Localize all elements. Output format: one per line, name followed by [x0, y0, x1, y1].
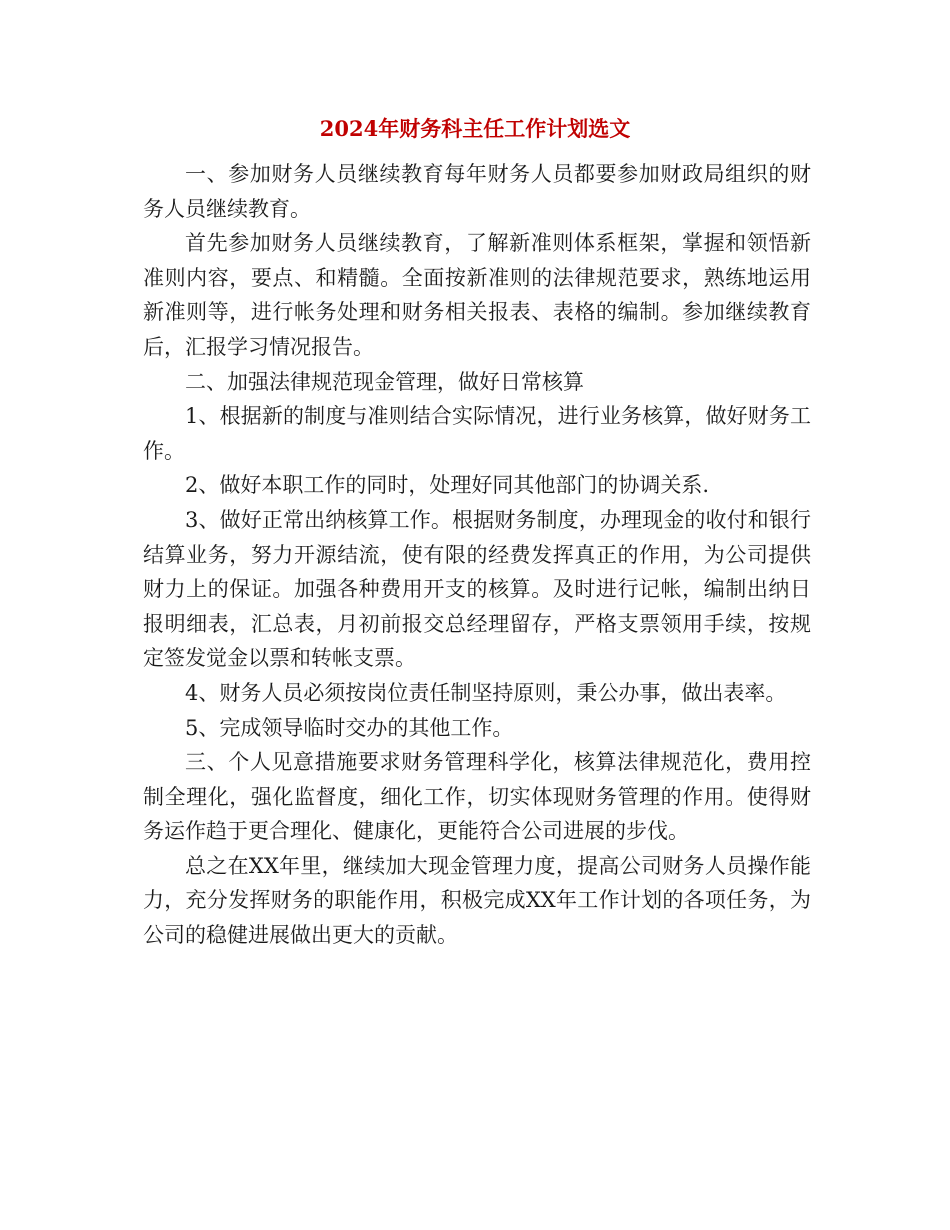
paragraph-item-5: 5、完成领导临时交办的其他工作。: [185, 715, 514, 740]
paragraph-conclusion: 总之在XX年里，继续加大现金管理力度，提高公司财务人员操作能力，充分发挥财务的职能作用，积极完成XX年工作计划的各项任务，为公司的稳健进展做出更大的贡献。: [143, 853, 811, 948]
paragraph-2: 首先参加财务人员继续教育，了解新准则体系框架，掌握和领悟新准则内容，要点、和精髓。全面按新准则的法律规范要求，熟练地运用新准则等，进行帐务处理和财务相关报表、表格的编制。参加继续教育后，汇报学习情况报告。: [143, 231, 811, 359]
paragraph-item-4: 4、财务人员必须按岗位责任制坚持原则，秉公办事，做出表率。: [185, 680, 787, 705]
paragraph-item-2: 2、做好本职工作的同时，处理好同其他部门的协调关系.: [185, 473, 710, 498]
paragraph-item-3: 3、做好正常出纳核算工作。根据财务制度，办理现金的收付和银行结算业务，努力开源结流，使有限的经费发挥真正的作用，为公司提供财力上的保证。加强各种费用开支的核算。及时进行记帐，编制出纳日报明细表，汇总表，月初前报交总经理留存，严格支票领用手续，按规定签发觉金以票和转帐支票。: [143, 507, 811, 671]
paragraph-1: 一、参加财务人员继续教育每年财务人员都要参加财政局组织的财务人员继续教育。: [143, 162, 811, 221]
paragraph-section-3: 三、个人见意措施要求财务管理科学化，核算法律规范化，费用控制全理化，强化监督度，细化工作，切实体现财务管理的作用。使得财务运作趋于更合理化、健康化，更能符合公司进展的步伐。: [143, 750, 811, 844]
section-heading-2: 二、加强法律规范现金管理，做好日常核算: [185, 369, 584, 394]
paragraph-item-1: 1、根据新的制度与准则结合实际情况，进行业务核算，做好财务工作。: [143, 404, 811, 463]
document-title: 2024年财务科主任工作计划选文: [319, 116, 631, 141]
document-body: [143, 157, 811, 953]
